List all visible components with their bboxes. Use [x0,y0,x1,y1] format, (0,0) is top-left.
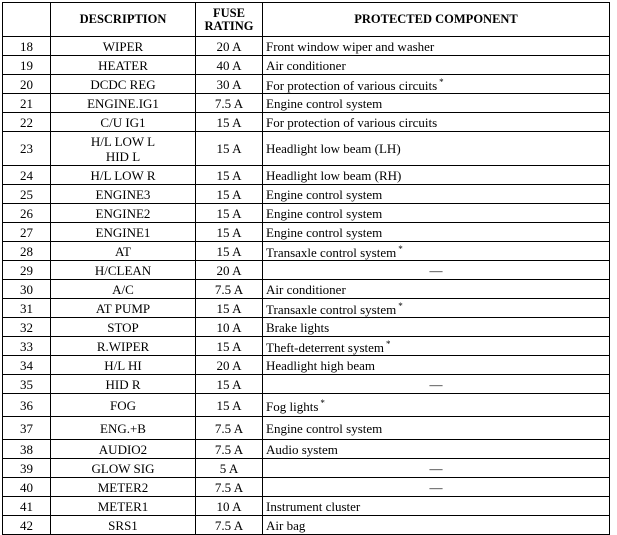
table-row [3,516,610,535]
description-cell [51,280,196,299]
fuse-rating-cell: 7.5 A [196,94,263,113]
description-text: HID R [105,376,141,392]
fuse-rating-cell: 10 A [196,318,263,337]
header-number [3,3,51,37]
fuse-rating-cell: 20 A [196,37,263,56]
fuse-rating-cell: 20 A [196,261,263,280]
description-cell [51,516,196,535]
protected-component-cell [263,440,610,459]
table-row [3,356,610,375]
protected-component-cell [263,56,610,75]
fuse-number-cell: 27 [3,223,51,242]
protected-component-cell [263,318,610,337]
protected-component-text: Headlight low beam (LH) [266,141,401,156]
description-text: C/U IG1 [100,114,146,130]
fuse-number-cell: 19 [3,56,51,75]
description-cell [51,113,196,132]
footnote-asterisk: * [320,398,325,408]
description-cell [51,375,196,394]
fuse-number-cell: 22 [3,113,51,132]
protected-component-text: Air conditioner [266,57,346,73]
header-fuse-line2: RATING [204,18,254,33]
description-cell [51,166,196,185]
fuse-number-cell: 38 [3,440,51,459]
fuse-rating-cell: 15 A [196,204,263,223]
table-row [3,261,610,280]
protected-component-text: Engine control system [266,224,383,240]
protected-component-cell [263,261,610,280]
description-text: AT PUMP [95,300,151,316]
table-row [3,56,610,75]
protected-component-text: Air bag [266,517,306,533]
description-cell [51,185,196,204]
description-cell [51,394,196,417]
protected-component-text: For protection of various circuits [266,78,438,93]
fuse-number-cell: 31 [3,299,51,318]
description-cell [51,223,196,242]
table-row [3,478,610,497]
header-row [3,3,610,37]
description-text: H/CLEAN [94,262,152,278]
header-fuse-line1: FUSE [213,5,245,20]
table-row [3,37,610,56]
fuse-number-cell: 20 [3,75,51,94]
description-cell [51,132,196,166]
protected-component-text: Front window wiper and washer [266,38,435,54]
fuse-number-cell: 28 [3,242,51,261]
protected-component-text: Instrument cluster [266,498,361,514]
description-text: ENGINE3 [95,186,151,202]
fuse-rating-cell: 5 A [196,459,263,478]
fuse-rating-cell: 15 A [196,132,263,166]
description-text: ENG.+B [100,420,146,436]
table-row [3,337,610,356]
fuse-rating-cell: 10 A [196,497,263,516]
protected-component-cell [263,132,610,166]
protected-component-text: Headlight low beam (RH) [266,167,402,183]
header-protected-component: PROTECTED COMPONENT [263,3,610,37]
fuse-table-body [3,37,610,535]
protected-component-cell [263,394,610,417]
fuse-number-cell: 36 [3,394,51,417]
description-text: ENGINE1 [95,224,151,240]
protected-component-text: — [429,460,443,476]
protected-component-text: — [429,479,443,495]
fuse-rating-cell: 15 A [196,337,263,356]
protected-component-text: Fog lights [266,399,319,414]
protected-component-cell [263,242,610,261]
protected-component-cell [263,356,610,375]
table-row [3,166,610,185]
description-text: A/C [112,281,134,297]
footnote-asterisk: * [439,77,444,87]
footnote-asterisk: * [398,301,403,311]
description-text: AT [115,243,131,259]
fuse-number-cell: 39 [3,459,51,478]
description-text-line2: HID L [105,148,141,164]
description-cell [51,94,196,113]
fuse-rating-cell: 15 A [196,375,263,394]
table-row [3,394,610,417]
fuse-number-cell: 26 [3,204,51,223]
table-row [3,75,610,94]
table-row [3,113,610,132]
fuse-rating-cell: 40 A [196,56,263,75]
protected-component-cell [263,497,610,516]
table-row [3,185,610,204]
fuse-number-cell: 35 [3,375,51,394]
fuse-rating-cell: 15 A [196,299,263,318]
protected-component-text: Transaxle control system [266,302,397,317]
protected-component-cell [263,516,610,535]
description-cell [51,318,196,337]
fuse-number-cell: 40 [3,478,51,497]
protected-component-cell [263,94,610,113]
fuse-rating-cell: 15 A [196,113,263,132]
description-text: STOP [107,319,139,335]
description-cell [51,204,196,223]
protected-component-text: Transaxle control system [266,245,397,260]
description-cell [51,356,196,375]
description-cell [51,56,196,75]
fuse-rating-cell: 30 A [196,75,263,94]
description-text: SRS1 [108,517,138,533]
protected-component-cell [263,204,610,223]
description-cell [51,440,196,459]
fuse-table [2,2,610,535]
protected-component-cell [263,375,610,394]
fuse-number-cell: 29 [3,261,51,280]
protected-component-text: Engine control system [266,186,383,202]
description-text: GLOW SIG [91,460,155,476]
description-cell [51,37,196,56]
protected-component-text: Air conditioner [266,281,346,297]
fuse-number-cell: 41 [3,497,51,516]
table-row [3,280,610,299]
fuse-rating-cell: 15 A [196,185,263,204]
protected-component-cell [263,166,610,185]
fuse-number-cell: 23 [3,132,51,166]
fuse-number-cell: 37 [3,417,51,440]
header-fuse-rating [196,3,263,37]
description-text: FOG [109,397,136,413]
description-text: ENGINE2 [95,205,151,221]
table-row [3,299,610,318]
fuse-number-cell: 32 [3,318,51,337]
description-cell [51,242,196,261]
protected-component-text: Engine control system [266,95,383,111]
fuse-rating-cell: 15 A [196,394,263,417]
fuse-rating-cell: 15 A [196,166,263,185]
fuse-number-cell: 34 [3,356,51,375]
protected-component-cell [263,459,610,478]
description-cell [51,75,196,94]
protected-component-text: Engine control system [266,205,383,221]
description-text: WIPER [102,38,144,54]
protected-component-cell [263,337,610,356]
fuse-rating-cell: 20 A [196,356,263,375]
description-cell [51,337,196,356]
description-text: R.WIPER [96,338,150,354]
table-row [3,94,610,113]
protected-component-text: Theft-deterrent system [266,340,385,355]
description-text: H/L LOW R [90,167,156,183]
footnote-asterisk: * [398,244,403,254]
fuse-rating-cell: 15 A [196,223,263,242]
protected-component-text: — [429,376,443,392]
description-cell [51,299,196,318]
description-text: METER2 [97,479,149,495]
table-row [3,223,610,242]
description-text: HEATER [98,57,148,73]
fuse-number-cell: 30 [3,280,51,299]
description-text: H/L LOW L [90,133,156,149]
description-cell [51,478,196,497]
fuse-rating-cell: 7.5 A [196,280,263,299]
table-row [3,204,610,223]
protected-component-cell [263,113,610,132]
protected-component-cell [263,417,610,440]
protected-component-cell [263,223,610,242]
description-text: METER1 [97,498,149,514]
description-cell [51,261,196,280]
description-text: AUDIO2 [98,441,148,457]
fuse-number-cell: 24 [3,166,51,185]
description-cell [51,497,196,516]
description-text: ENGINE.IG1 [87,95,159,111]
protected-component-text: Brake lights [266,319,330,335]
header-description: DESCRIPTION [51,3,196,37]
fuse-number-cell: 42 [3,516,51,535]
protected-component-cell [263,185,610,204]
fuse-number-cell: 18 [3,37,51,56]
protected-component-cell [263,299,610,318]
fuse-rating-cell: 7.5 A [196,478,263,497]
fuse-rating-cell: 7.5 A [196,417,263,440]
table-row [3,417,610,440]
table-row [3,375,610,394]
protected-component-text: — [429,262,443,278]
footnote-asterisk: * [386,339,391,349]
description-text: DCDC REG [90,76,156,92]
description-cell [51,459,196,478]
table-row [3,440,610,459]
protected-component-cell [263,37,610,56]
protected-component-text: Engine control system [266,420,383,436]
fuse-rating-cell: 7.5 A [196,516,263,535]
fuse-number-cell: 25 [3,185,51,204]
fuse-rating-cell: 7.5 A [196,440,263,459]
protected-component-cell [263,75,610,94]
protected-component-text: Audio system [266,441,338,457]
protected-component-cell [263,280,610,299]
protected-component-text: For protection of various circuits [266,114,438,130]
protected-component-cell [263,478,610,497]
table-row [3,242,610,261]
table-row [3,132,610,166]
fuse-rating-cell: 15 A [196,242,263,261]
fuse-number-cell: 33 [3,337,51,356]
fuse-number-cell: 21 [3,94,51,113]
description-text: H/L HI [104,357,142,373]
description-cell [51,417,196,440]
table-row [3,497,610,516]
table-row [3,459,610,478]
table-row [3,318,610,337]
protected-component-text: Headlight high beam [266,357,376,373]
